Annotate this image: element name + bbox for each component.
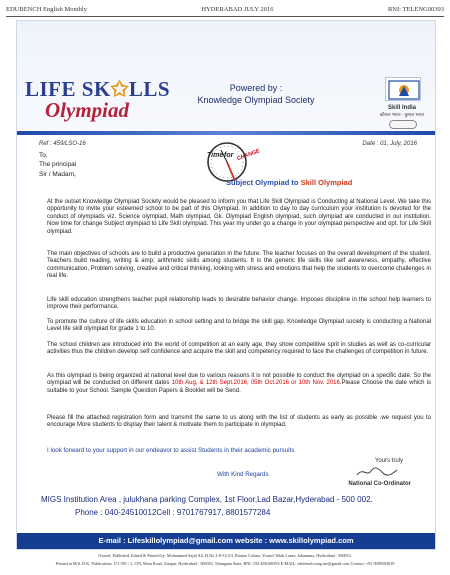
signature-icon (355, 465, 399, 479)
clock-word-for: for (224, 152, 234, 159)
skill-india-tagline: कौशल भारत - कुशल भारत (379, 112, 425, 117)
contact-address: MIGS Institution Area , julukhana parking Complex, 1st Floor,Lad Bazar,Hyderabad - 500 002. (41, 495, 373, 504)
closing-coordinator: National Co-Ordinator (348, 481, 411, 487)
address-to: To, (39, 152, 48, 159)
logo-life-skills: LIFE SK✩LLS (25, 77, 171, 101)
masthead (6, 3, 444, 17)
closing-yours-truly: Yours truly (374, 458, 403, 464)
body-paragraph-2: The main objectives of schools are to build a productive generation in the future. The teacher focuses on the overall development of the student. Teachers build reading, writing & amp; arithmetic skills among students. It is the generic life skills like self awareness, empathy, effective communication, Problem solving, creative and critical thinking, looking with stress and emotions that help the students to overcome challenges in real life. (47, 251, 431, 280)
subject-part-2: Skill Olympiad (300, 178, 353, 187)
masthead-rni: RNI: TELENG00393 (387, 6, 444, 13)
clock-word-change: CHANGE (236, 148, 261, 163)
masthead-title: EDUBENCH English Monthly (6, 6, 87, 13)
reference-number: Ref : 459/LSO-16 (39, 141, 86, 147)
header-divider (17, 131, 435, 135)
address-principal: The principal (39, 161, 77, 168)
body-paragraph-1: At the outset Knowledge Olympiad Society would be pleased to inform you that Life Skill Olympiad is Conducting at National Level. We take this opportunity to invite your esteemed school to be part of this Olympiad. In addition to day to day curriculum your institution is devoted for the conduct of olympiads viz. Science olympiad, Math olympiad, Gk. Olympiad English olympiad, such olympiad are conducted in our institution. Now time for change Subject olympiad to Life Skill olympiad. This year my under go a change in your olympiad perspective and opt. for Life Skill olympiad. (47, 199, 431, 235)
closing-look-forward: I look forward to your support in our endeavor to assist Students in their academic pursuits (47, 447, 295, 454)
star-icon: ✩ (110, 77, 129, 101)
salutation: Sir / Madam, (39, 171, 76, 178)
olympiad-dates: 10th Aug, & 12th Sept.2016, 05th Oct.2016 or 10th Nov. 2016. (171, 380, 342, 387)
letter-sheet (16, 20, 436, 550)
logo-olympiad: Olympiad (45, 98, 129, 122)
imprint-line-1: Owned, Published, Edited & Printed by: Mohammed Sajid Ali, H.No 2-8-51/2/3, Ranjan Colony, Yousuf Tekdi Lanes, Jahanuma, Hyderabad - 500053. (98, 553, 352, 558)
body-paragraph-5: The school children are introduced into the world of competition at an early age, they show competitive sprit in studies as well as co-curricular activities thus the children develop self confidence and acquire the skill and competency required to face the challenges of competition in future. (47, 342, 431, 356)
skill-india-title: Skill India (387, 105, 416, 111)
body-paragraph-3: Life skill education strengthens teacher pupil relationship leads to desirable behavior change. Imposes discipline in the school help learners to improve their performance. (47, 297, 431, 311)
clock-word-time: Time (207, 152, 224, 159)
body-paragraph-6: As this olympiad is being organized at national level due to various reasons it is not possible to conduct the olympiad on a specific date. So the olympiad will be conducted on different dates 10th Aug, & 12th Sept.2016, 05th Oct.2016 or 10th Nov. 2016.Please Choose the date which is suitable to your School. Sample Question Papers & Booklet will be Send. (47, 373, 431, 394)
footer-contact-band: E-mail : Lifeskillolympiad@gmail.com website : www.skillolympiad.com (17, 533, 435, 549)
skill-india-logo (385, 77, 421, 101)
closing-regards: With Kind Regards (217, 471, 269, 478)
skill-badge-icon (389, 120, 417, 129)
powered-by-label: Powered by : (229, 83, 283, 93)
masthead-city-date: HYDERABAD JULY 2016 (201, 6, 274, 13)
contact-phone: Phone : 040-24510012Cell : 9701767917, 8801577284 (75, 508, 271, 517)
subject-line (226, 178, 352, 187)
subject-part-1: Subject Olympiad to (226, 178, 299, 187)
body-paragraph-4: To promote the culture of life skills education in school setting and to bridge the skill gap. Knowledge Olympiad society is conducting a National Level life skill olympiad for grade 1 to 10. (47, 319, 431, 333)
body-paragraph-7: Please fill the attached registration form and transmit the same to us along with the list of students as early as possible .we request you to encourage More students to display their talent & motivate them to participate in olympiad. (47, 415, 431, 429)
letter-date: Date : 01, July, 2016 (362, 141, 417, 147)
powered-by-org: Knowledge Olympiad Society (197, 95, 315, 105)
imprint-line-2: Printed at M/S. D.K. Publications 171-591 / 1, CPL Main Road, Attapur, Hyderabad - 500053. Telangana State. RNI: TELENG00393 E-MAIL: edubench.mag.ine@gmail.com Contact: +91 9989503819 (55, 561, 395, 566)
